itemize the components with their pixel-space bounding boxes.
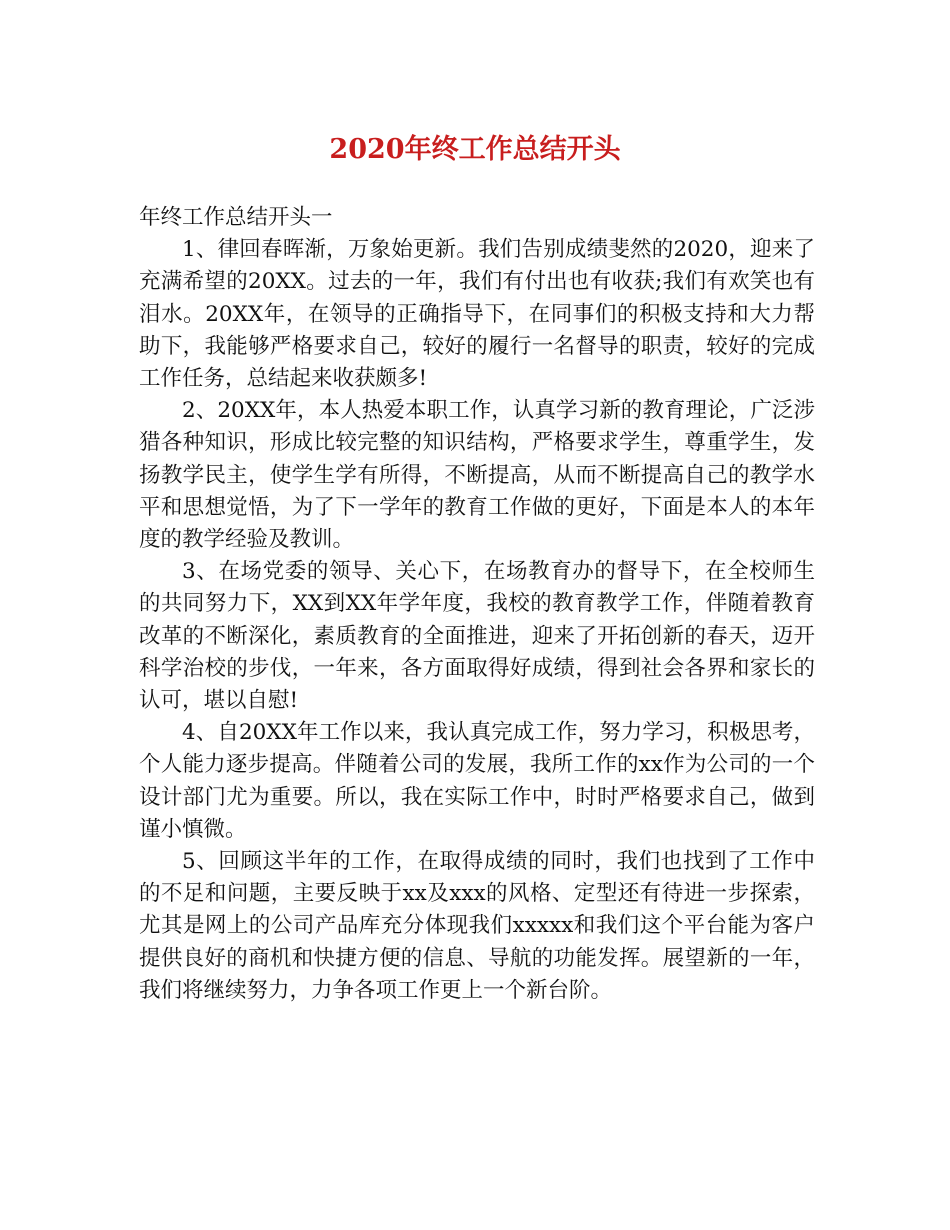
paragraph-3: 3、在场党委的领导、关心下，在场教育办的督导下，在全校师生的共同努力下，XX到XX年学年度，我校的教育教学工作，伴随着教育改革的不断深化，素质教育的全面推进，迎来了开拓创新的春天，迈开科学治校的步伐，一年来，各方面取得好成绩，得到社会各界和家长的认可，堪以自慰!	[139, 559, 815, 714]
paragraph-4: 4、自20XX年工作以来，我认真完成工作，努力学习，积极思考，个人能力逐步提高。伴随着公司的发展，我所工作的xx作为公司的一个设计部门尤为重要。所以，我在实际工作中，时时严格要求自己，做到谨小慎微。	[139, 720, 815, 842]
document-body	[139, 202, 815, 1007]
document-title: 2020年终工作总结开头	[329, 134, 621, 165]
paragraph-1: 1、律回春晖渐，万象始更新。我们告别成绩斐然的2020，迎来了充满希望的20XX。过去的一年，我们有付出也有收获;我们有欢笑也有泪水。20XX年，在领导的正确指导下，在同事们的积极支持和大力帮助下，我能够严格要求自己，较好的履行一名督导的职责，较好的完成工作任务，总结起来收获颇多!	[139, 237, 815, 392]
paragraph-5: 5、回顾这半年的工作，在取得成绩的同时，我们也找到了工作中的不足和问题，主要反映于xx及xxx的风格、定型还有待进一步探索，尤其是网上的公司产品库充分体现我们xxxxx和我们这个平台能为客户提供良好的商机和快捷方便的信息、导航的功能发挥。展望新的一年，我们将继续努力，力争各项工作更上一个新台阶。	[139, 849, 815, 1003]
paragraph-2: 2、20XX年，本人热爱本职工作，认真学习新的教育理论，广泛涉猎各种知识，形成比较完整的知识结构，严格要求学生，尊重学生，发扬教学民主，使学生学有所得，不断提高，从而不断提高自己的教学水平和思想觉悟，为了下一学年的教育工作做的更好，下面是本人的本年度的教学经验及教训。	[139, 398, 815, 553]
section-heading: 年终工作总结开头一	[139, 205, 333, 230]
